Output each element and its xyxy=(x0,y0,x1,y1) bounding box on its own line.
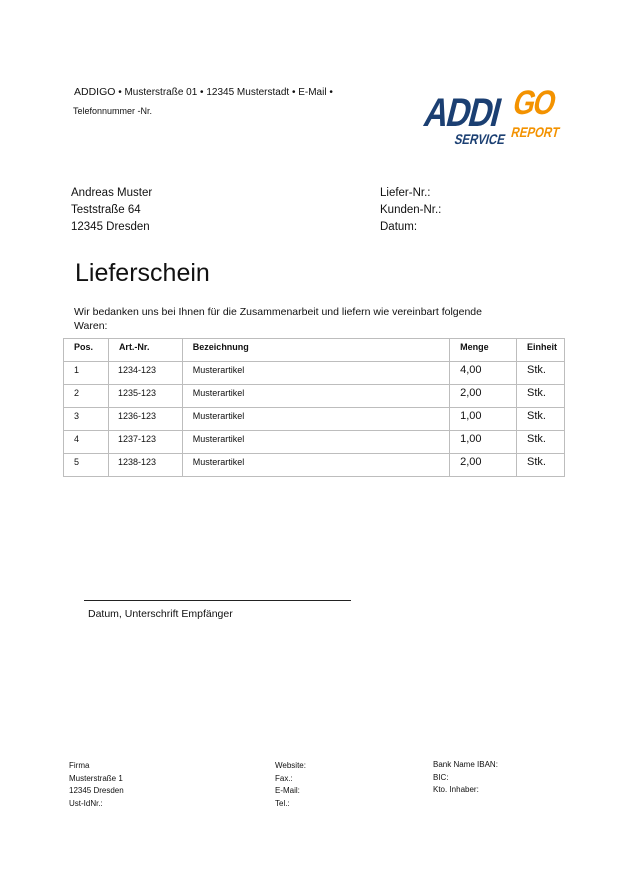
recipient-name: Andreas Muster xyxy=(71,187,153,199)
logo-text-addi: ADDI xyxy=(420,89,505,135)
footer-vat-id: Ust-IdNr.: xyxy=(69,798,103,808)
addigo-logo xyxy=(420,82,562,152)
footer-company-column xyxy=(69,760,124,810)
cell-description: Musterartikel xyxy=(182,408,449,431)
sender-address-line xyxy=(74,86,333,98)
footer-email: E-Mail: xyxy=(275,786,300,795)
footer-phone: Tel.: xyxy=(275,798,290,808)
header-unit: Einheit xyxy=(516,339,564,362)
sender-address-rest: • Musterstraße 01 • 12345 Musterstadt • E-Mail • xyxy=(115,87,333,98)
cell-quantity: 1,00 xyxy=(450,408,517,431)
customer-number-label: Kunden-Nr.: xyxy=(380,204,442,216)
cell-quantity: 1,00 xyxy=(450,431,517,454)
cell-pos: 1 xyxy=(64,362,109,385)
header-description: Bezeichnung xyxy=(182,339,449,362)
footer-bic: BIC: xyxy=(433,772,449,782)
logo-text-service: SERVICE xyxy=(452,131,508,148)
table-row xyxy=(64,362,565,385)
footer-website: Website: xyxy=(275,761,306,770)
signature-line xyxy=(84,600,351,601)
cell-description: Musterartikel xyxy=(182,385,449,408)
cell-pos: 2 xyxy=(64,385,109,408)
logo-text-report: REPORT xyxy=(509,124,562,141)
footer-company-street: Musterstraße 1 xyxy=(69,773,123,783)
intro-text: Wir bedanken uns bei Ihnen für die Zusammenarbeit und liefern wie vereinbart folgende Waren: xyxy=(74,306,482,332)
cell-art-no: 1238-123 xyxy=(108,454,182,477)
footer-bank-column xyxy=(433,759,498,797)
footer-company-city: 12345 Dresden xyxy=(69,786,124,795)
signature-label: Datum, Unterschrift Empfänger xyxy=(88,608,233,620)
cell-description: Musterartikel xyxy=(182,431,449,454)
cell-quantity: 2,00 xyxy=(450,385,517,408)
cell-pos: 4 xyxy=(64,431,109,454)
cell-art-no: 1237-123 xyxy=(108,431,182,454)
document-meta xyxy=(380,185,441,236)
cell-art-no: 1236-123 xyxy=(108,408,182,431)
logo-text-go: GO xyxy=(509,82,560,122)
recipient-city: 12345 Dresden xyxy=(71,221,150,233)
cell-quantity: 4,00 xyxy=(450,362,517,385)
cell-unit: Stk. xyxy=(516,385,564,408)
delivery-number-label: Liefer-Nr.: xyxy=(380,187,431,199)
recipient-address xyxy=(71,185,152,236)
table-row xyxy=(64,408,565,431)
cell-pos: 5 xyxy=(64,454,109,477)
cell-unit: Stk. xyxy=(516,362,564,385)
table-row xyxy=(64,385,565,408)
header-art-no: Art.-Nr. xyxy=(108,339,182,362)
document-title: Lieferschein xyxy=(75,259,210,287)
cell-unit: Stk. xyxy=(516,454,564,477)
items-table xyxy=(63,338,565,477)
table-header-row xyxy=(64,339,565,362)
footer-contact-column xyxy=(275,760,306,810)
cell-pos: 3 xyxy=(64,408,109,431)
sender-company: ADDIGO xyxy=(74,86,116,98)
footer-fax: Fax.: xyxy=(275,773,293,783)
cell-unit: Stk. xyxy=(516,408,564,431)
table-row xyxy=(64,431,565,454)
table-row xyxy=(64,454,565,477)
recipient-street: Teststraße 64 xyxy=(71,204,141,216)
cell-description: Musterartikel xyxy=(182,454,449,477)
footer-account-holder: Kto. Inhaber: xyxy=(433,785,479,794)
cell-quantity: 2,00 xyxy=(450,454,517,477)
date-label: Datum: xyxy=(380,221,418,233)
header-quantity: Menge xyxy=(450,339,517,362)
header-pos: Pos. xyxy=(64,339,109,362)
cell-unit: Stk. xyxy=(516,431,564,454)
footer-company-name: Firma xyxy=(69,761,90,770)
cell-art-no: 1234-123 xyxy=(108,362,182,385)
sender-phone-line: Telefonnummer -Nr. xyxy=(73,106,153,116)
cell-art-no: 1235-123 xyxy=(108,385,182,408)
footer-bank-iban: Bank Name IBAN: xyxy=(433,760,498,769)
cell-description: Musterartikel xyxy=(182,362,449,385)
